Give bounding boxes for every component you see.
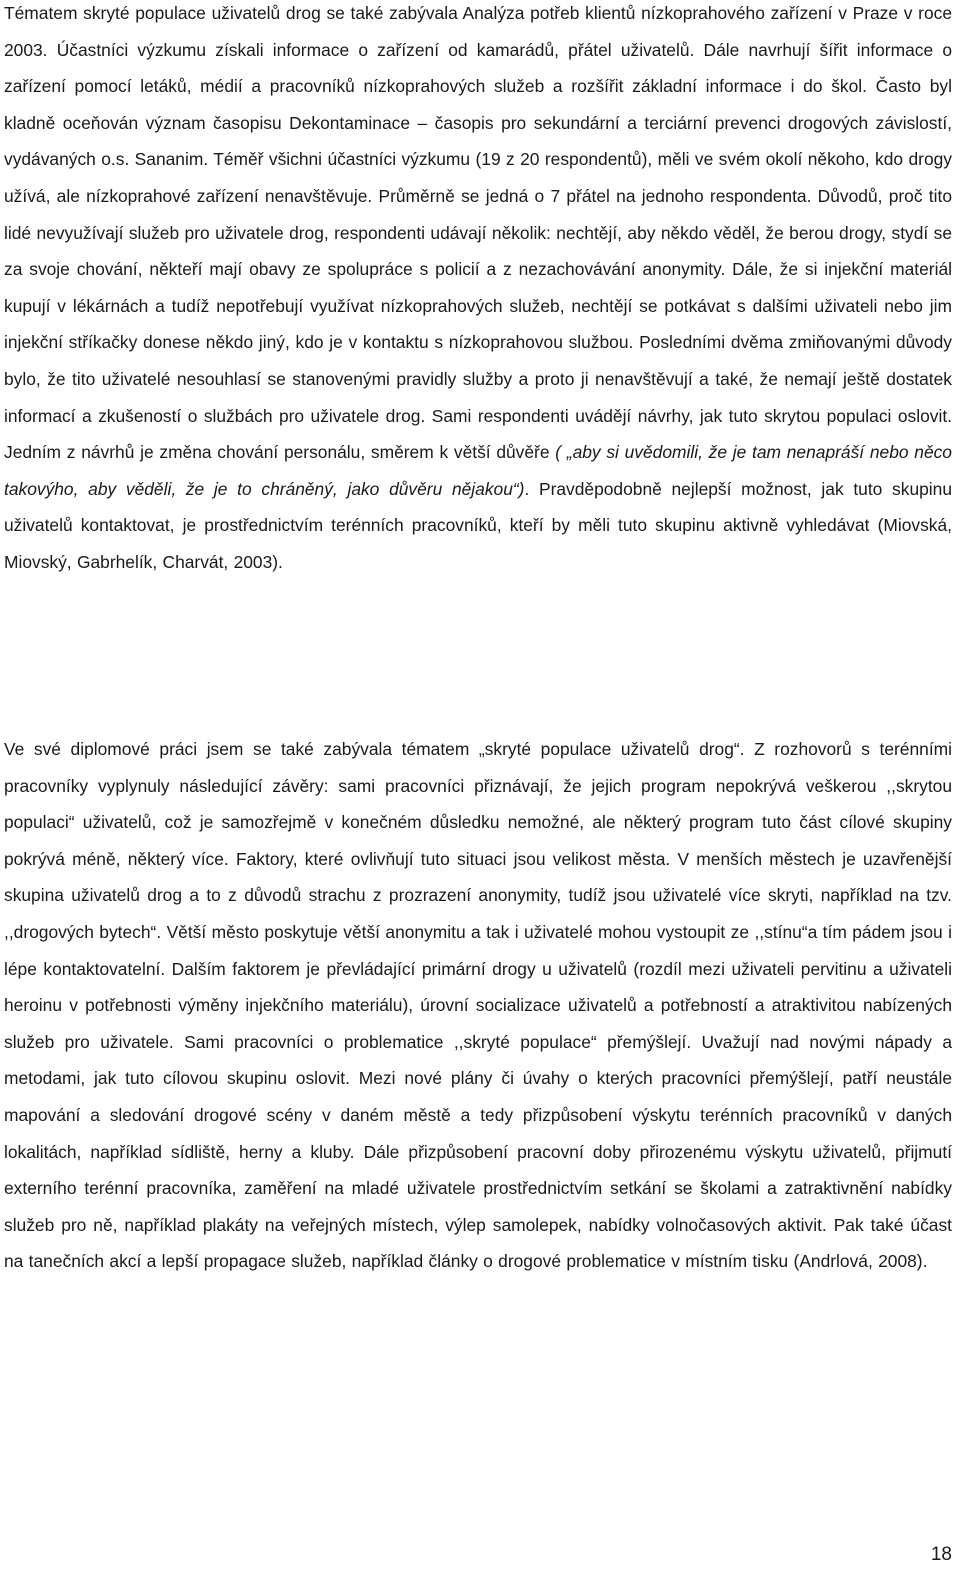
- paragraph-1-text: Tématem skryté populace uživatelů drog se také zabývala Analýza potřeb klientů nízkoprahového zařízení v Praze v roce 2003. Účastníci výzkumu získali informace o zařízení od kamarádů, přátel uživatelů. Dále navrhují šířit informace o zařízení pomocí letáků, médií a pracovníků nízkoprahových služeb a rozšířit základní informace i do škol. Často byl kladně oceňován význam časopisu Dekontaminace – časopis pro sekundární a terciární prevenci drogových závislostí, vydávaných o.s. Sananim. Téměř všichni účastníci výzkumu (19 z 20 respondentů), měli ve svém okolí někoho, kdo drogy užívá, ale nízkoprahové zařízení nenavštěvuje. Průměrně se jedná o 7 přátel na jednoho respondenta. Důvodů, proč tito lidé nevyužívají služeb pro uživatele drog, respondenti udávají několik: nechtějí, aby někdo věděl, že berou drogy, stydí se za svoje chování, někteří mají obavy ze spolupráce s policií a z nezachovávání anonymity. Dále, že si injekční materiál kupují v lékárnách a tudíž nepotřebují využívat nízkoprahových služeb, nechtějí se potkávat s dalšími uživateli nebo jim injekční stříkačky donese někdo jiný, kdo je v kontaktu s nízkoprahovou službou. Posledními dvěma zmiňovanými důvody bylo, že tito uživatelé nesouhlasí se stanovenými pravidly služby a proto ji nenavštěvují a také, že nemají ještě dostatek informací a zkušeností o službách pro uživatele drog. Sami respondenti uvádějí návrhy, jak tuto skrytou populaci oslovit. Jedním z návrhů je změna chování personálu, směrem k větší důvěře: [4, 3, 952, 463]
- paragraph-1-text-end: . Pravděpodobně nejlepší možnost, jak tuto skupinu uživatelů kontaktovat, je prostřednictvím terénních pracovníků, kteří by měli tuto skupinu aktivně vyhledávat (Miovská, Miovský, Gabrhelík, Charvát, 2003).: [4, 478, 952, 572]
- respondent-quote: ( „aby si uvědomili, že je tam nenapráší nebo něco takovýho, aby věděli, že je to chráněný, jako důvěru nějakou“): [4, 442, 952, 499]
- paragraph-2-text: Ve své diplomové práci jsem se také zabývala tématem „skryté populace uživatelů drog“. Z rozhovorů s terénními pracovníky vyplynuly následující závěry: sami pracovníci přiznávají, že jejich program nepokrývá veškerou ,,skrytou populaci“ uživatelů, což je samozřejmě v konečném důsledku nemožné, ale některý program tuto část cílové skupiny pokrývá méně, některý více. Faktory, které ovlivňují tuto situaci jsou velikost města. V menších městech je uzavřenější skupina uživatelů drog a to z důvodů strachu z prozrazení anonymity, tudíž jsou uživatelé více skryti, například na tzv. ,,drogových bytech“. Větší město poskytuje větší anonymitu a tak i uživatelé mohou vystoupit ze ,,stínu“a tím pádem jsou i lépe kontaktovatelní. Dalším faktorem je převládající primární drogy u uživatelů (rozdíl mezi uživateli pervitinu a uživateli heroinu v potřebnosti výměny injekčního materiálu), úrovní socializace uživatelů a potřebností a atraktivitou nabízených služeb pro uživatele. Sami pracovníci o problematice ,,skryté populace“ přemýšlejí. Uvažují nad novými nápady a metodami, jak tuto cílovou skupinu oslovit. Mezi nové plány či úvahy o kterých pracovníci přemýšlejí, patří neustále mapování a sledování drogové scény v daném městě a tedy přizpůsobení výskytu terénních pracovníků v daných lokalitách, například sídliště, herny a kluby. Dále přizpůsobení pracovní doby přirozenému výskytu uživatelů, přijmutí externího terénní pracovníka, zaměření na mladé uživatele prostřednictvím setkání se školami a zatraktivnění nabídky služeb pro ně, například plakáty na veřejných místech, výlep samolepek, nabídky volnočasových aktivit. Pak také účast na tanečních akcí a lepší propagace služeb, například články o drogové problematice v místním tisku (Andrlová, 2008).: [4, 739, 952, 1272]
- paragraph-hidden-population-analysis: [4, 0, 952, 581]
- paragraph-diploma-thesis: [4, 731, 952, 1280]
- page-number: 18: [930, 1544, 952, 1565]
